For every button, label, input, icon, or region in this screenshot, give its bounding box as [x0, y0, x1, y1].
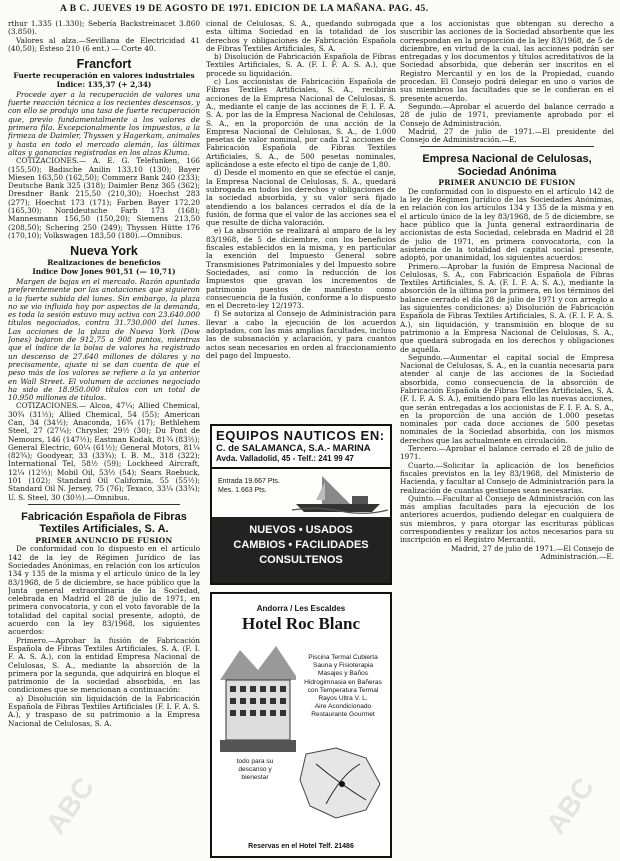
paragraph: Primero.—Aprobar la fusión de Empresa Nacional de Celulosas, S. A., con Fabricación Española de Fibras Textiles Artificiales, S. A. (F. I. F. A. S. A.), mediante la absorción de la última por la primera, en los términos del balance cerrado el día 28 de julio de 1971 y con arreglo a las siguientes condiciones: a) Disolución de Fabricación Española de Fibras Textiles Artificiales, S. A. (F. I. F. A. S. A.), sin liquidación, y transmisión en bloque de su patrimonio a la Empresa Nacional de Celulosas, S. A., que quedará subrogada en los derechos y obligaciones de aquélla.	[400, 261, 614, 354]
column-3	[400, 20, 614, 860]
paragraph: Tercero.—Aprobar el balance cerrado el 28 de julio de 1971.	[400, 444, 614, 462]
paragraph: b) Disolución de Fabricación Española de Fibras Textiles Artificiales, S. A. (F. I. F. A. S. A.), que procede su liquidación.	[206, 52, 396, 78]
paragraph: Madrid, 27 de julio de 1971.—El presidente del Consejo de Administración.—E.	[400, 126, 614, 145]
advertisement-hotel	[210, 592, 392, 858]
section-subtitle: Fuerte recuperación en valores industriales	[13, 71, 195, 81]
advertisement-nautical	[210, 424, 392, 585]
feature-item: Aire Acondicionado	[314, 703, 372, 711]
watermark: ABC	[39, 771, 101, 840]
section-title-new-york: Nueva York	[70, 244, 138, 259]
ad-reservation-info: Reservas en el Hotel Telf. 21486	[248, 843, 354, 850]
ad-address: Avda. Valladolid, 45 - Telf.: 241 99 47	[216, 454, 354, 463]
ad-banner-line: CAMBIOS • FACILIDADES	[233, 539, 369, 551]
ad-hotel-name: Hotel Roc Blanc	[241, 614, 361, 633]
hotel-building-illustration	[220, 640, 296, 752]
paragraph: De conformidad con lo dispuesto en el artículo 142 de la ley de Régimen Jurídico de las Sociedades Anónimas, en relación con los artículos 134 y 135 de la misma y el artículo único de la ley 83/1968, de 5 de diciembre, se hace público que la Junta general extraordinaria de la Sociedad, celebrada en Madrid el 28 de julio de 1971, en primera convocatoria, y con el voto favorable de la totalidad del capital social presente, adoptó, de acuerdo con la ley 83/1968, los siguientes acuerdos:	[8, 544, 200, 637]
paragraph: Procede ayer a la recuperación de valores una fuerte reacción técnica a los recientes descensos, y con ello se produjo una tasa de fuerte recuperación que, previo fundamentalmente a los valores de primera fila. Excepcionalmente los impuestos, a la firmeza de Daimler, Thyssen y Hagerkam, animales y hasta en todo el mercado alemán, las últimas altas y ganancias registradas en los alzas Kluma.	[8, 89, 200, 157]
page-header: A B C. JUEVES 19 DE AGOSTO DE 1971. EDICION DE LA MAÑANA. PAG. 45.	[60, 4, 429, 14]
column-1	[8, 20, 200, 860]
divider	[420, 146, 594, 147]
paragraph: Margen de bajas en el mercado. Razón apuntada preferentemente por las anotaciones que siguieron a la fuerte subida del lunes. Sin embargo, la plaza no se vio influida hoy por aspectos de la demanda, es toda la sesión estuvo muy activa con 23.640.000 títulos negociados, contra 31.730.000 del lunes. Las acciones de la plaza de Nueva York (Dow Jones) bajaron de 912,75 a 908 puntos, mientras que el índice de la bolsa de valores ha registrado un descenso de 27.640 millones de dólares y no precisamente, ajuste ni se dan cuenta de que el peso más de los valores se refiere a la ya anterior en Wall Street. El volumen de acciones negociado ha sido de 18.950.000 títulos con un total de 10.950 millones de títulos.	[8, 276, 200, 403]
slogan-line: bienestar	[241, 774, 269, 782]
signature-line: Madrid, 27 de julio de 1971.—El Consejo de Administración.—E.	[450, 543, 614, 561]
paragraph: d) Desde el momento en que se efectúe el canje, la Empresa Nacional de Celulosas, S. A., quedará subrogada en todos los derechos y obligaciones de la sociedad absorbida, y su valor será fijado atendiendo a los balances cerrados el día de la fusión, de forma que el valor de las acciones sea el que resulte de dicha valoración.	[206, 168, 396, 228]
notice-subtitle: PRIMER ANUNCIO DE FUSION	[35, 535, 173, 545]
notice-title-enc: Empresa Nacional de Celulosas, Sociedad Anónima	[422, 153, 592, 178]
ad-price-month: Mes. 1.663 Pts.	[218, 486, 267, 494]
paragraph: a) Disolución sin liquidación de la Fabricación Española de Fibras Textiles Artificiales (F. I. F. A. S. A.), y traspaso de su patrimonio a la Empresa Nacional de Celulosas, S. A.	[8, 693, 200, 728]
ad-features	[298, 654, 388, 720]
paragraph: COTIZACIONES.— Alcoa, 47¼; Allied Chemical, 30¾ (31½); Allied Chemical, 54 (55); American Can, 34 (34½); Anaconda, 16¾ (17); Bethlehem Steel, 27 (27¼); Chrysler, 29½ (30); Du Pont de Nemours, 146 (147½); Eastman Kodak, 81¾ (83½); General Electric, 60¼ (61½); General Motors, 81¼ (82¾); Goodyear, 33 (33¾); I. B. M., 318 (322); International Tel, 58½ (59); Lockheed Aircraft, 12¼ (12½); Mobil Oil, 53½ (54); Sears Roebuck, 101 (102); Standard Oil California, 55 (55½); Standard Oil N. Jersey, 75 (76); Texaco, 33¼ (33¾); U. S. Steel, 30 (30½).—Omnibus.	[8, 401, 200, 502]
feature-item: Hidrogimnasia en Bañeras	[304, 678, 382, 686]
slogan-line: descanso y	[238, 766, 272, 774]
paragraph: e) La absorción se realizará al amparo de la ley 83/1968, de 5 de diciembre, con los beneficios fiscales establecidos en la misma, y en particular la exención del Impuesto General sobre Transmisiones Patrimoniales y del Impuesto sobre Sociedades, así como la reducción de los Impuestos que gravan los incrementos de patrimonio puestos de manifiesto como consecuencia de la fusión, conforme a lo dispuesto en el Decreto-ley 12/1973.	[206, 226, 396, 311]
ad-banner-line: CONSULTENOS	[259, 554, 343, 566]
feature-item: Sauna y Fisioterapia	[312, 662, 374, 670]
boat-illustration	[292, 470, 388, 514]
paragraph: De conformidad con lo dispuesto en el artículo 142 de la ley de Régimen Jurídico de las Sociedades Anónimas, en relación con los artículos 134 y 135 de la misma y en el artículo único de la ley 83/1968, de 5 de diciembre, se hace público que la Junta general extraordinaria de accionistas de esta Sociedad, celebrada en Madrid el 28 de julio de 1971, en primera convocatoria, con la asistencia de la totalidad del capital social presente, adoptó, por unanimidad, los siguientes acuerdos:	[400, 186, 614, 263]
market-index: Indice: 135,37 (+ 2,34)	[56, 79, 152, 89]
watermark: ABC	[539, 771, 601, 840]
paragraph: f) Se autoriza al Consejo de Administración para llevar a cabo la ejecución de los acuerdos adoptados, con las más amplias facultades, incluso las de subsanación y aclaración, y para cuantos actos sean necesarios en orden al fraccionamiento del pago del Impuesto.	[206, 309, 396, 360]
section-title-frankfurt: Francfort	[76, 57, 132, 72]
paragraph: cional de Celulosas, S. A., quedando subrogada esta última Sociedad en la totalidad de los derechos y obligaciones de Fabricación Española de Fibras Textiles Artificiales, S. A.	[206, 20, 396, 53]
notice-title-fifasa: Fabricación Española de Fibras Textiles Artificiales, S. A.	[21, 510, 187, 536]
paragraph: Cuarto.—Solicitar la aplicación de los beneficios fiscales previstos en la ley 83/1968, del Ministerio de Hacienda, y facultar al Consejo de Administración para la realización de cuantas gestiones sean necesarias.	[400, 460, 614, 495]
ad-company: C. de SALAMANCA, S.A.- MARINA	[216, 443, 371, 454]
ad-location: Andorra / Les Escaldes	[256, 604, 346, 613]
ad-slogan	[220, 758, 290, 783]
feature-item: Restaurante Gourmet	[311, 711, 375, 719]
market-index: Indice Dow Jones 901,51 (— 10,71)	[32, 266, 176, 276]
feature-item: Rayos Ultra V. L.	[318, 695, 368, 703]
notice-subtitle: PRIMER ANUNCIO DE FUSION	[438, 178, 576, 188]
paragraph: COTIZACIONES.— A. E. G. Telefunken, 166 (155,50); Badische Anilin 133,10 (130); Bayer Miesen 163,50 (162,50); Commerz Bank 240 (233); Deutsche Bank 325 (318); Daimler Benz 365 (362); Dresdner Bank 215,50 (210,30); Hoechst 283 (277); Hoechst 173 (171); Farben Bayer 172,20 (165,30); Norddeutsche Farb 173 (168); Mannesmann 156,50 (150,20); Siemens 213,50 (208,50); Schering 250 (249); Thyssen Hütte 176 (170,10); Volkswagen 183,50 (180).—Omnibus.	[8, 156, 200, 240]
feature-item: con Temperatura Termal	[307, 686, 379, 694]
column-2	[206, 20, 396, 440]
paragraph: Valores al alza.—Sevillana de Electricidad 41 (40,50); Esteso 210 (6 ent.) — Corte 40.	[8, 35, 200, 53]
paragraph: Segundo.—Aprobar el acuerdo del balance cerrado a 28 de julio de 1971, previamente aprobado por el Consejo de Administración.	[400, 101, 614, 128]
ad-price-down: Entrada 19.667 Pts.	[218, 478, 280, 485]
ad-headline: EQUIPOS NAUTICOS EN:	[216, 428, 385, 443]
slogan-line: todo para su	[236, 758, 274, 765]
paragraph: que a los accionistas que obtengan su derecho a suscribir las acciones de la Sociedad absorbente que les correspondan en la proporción de la ley 83/1968, de 5 de diciembre, en virtud de la cual, las acciones podrán ser entregadas y los documentos y títulos acreditativos de la Sociedad absorbida, que deberán ser inscritos en el Registro Mercantil y en los de la Propiedad, cuando procedan. El Consejo podrá delegar en uno o varios de sus miembros las facultades que se le confieran en el presente acuerdo.	[400, 20, 614, 103]
paragraph: Quinto.—Facultar al Consejo de Administración con las más amplias facultades para la ejecución de los anteriores acuerdos, pudiendo delegar en cualquiera de sus miembros, y para otorgar las escrituras públicas correspondientes y realizar los actos necesarios para su inscripción en el Registro Mercantil.	[400, 493, 614, 545]
ad-banner	[212, 517, 390, 583]
map-illustration	[296, 744, 386, 822]
paragraph: Segundo.—Aumentar el capital social de Empresa Nacional de Celulosas, S. A., en la cuantía necesaria para atender al canje de las acciones de la Sociedad absorbida, como consecuencia de la absorción de Fabricación Española de Fibras Textiles Artificiales, S. A. (F. I. F. A. S. A.), emitiendo para ello las nuevas acciones, que serán entregadas a los accionistas de F. I. F. A. S. A., en la proporción de una acción de 1.000 pesetas nominales por cada doce acciones de 500 pesetas nominales de la Sociedad absorbida, con los mismos derechos que las actualmente en circulación.	[400, 352, 614, 445]
paragraph: c) Los accionistas de Fabricación Española de Fibras Textiles Artificiales, S. A., recibirán acciones de la Empresa Nacional de Celulosas, S. A., mediante el canje de las acciones de F. I. F. A. S. A. por las de la Empresa Nacional de Celulosas, S. A., en la proporción de una acción de la Empresa Nacional de Celulosas, S. A., de 1.000 pesetas de valor nominal, por cada 12 acciones de Fabricación Española de Fibras Textiles Artificiales, S. A., de 500 pesetas nominales, aplicándose a este efecto el tipo de canje de 1,80.	[206, 77, 396, 170]
divider	[28, 504, 180, 505]
paragraph: Primero.—Aprobar la fusión de Fabricación Española de Fibras Textiles Artificiales, S. A. (F. I. F. A. S. A.), con la entidad Empresa Nacional de Celulosas, S. A., mediante la absorción de la primera por la segunda, que adquirirá en bloque el patrimonio de la sociedad absorbida, en las condiciones que se mencionan a continuación:	[8, 635, 200, 695]
section-subtitle: Realizaciones de beneficios	[47, 258, 161, 268]
feature-item: Masajes y Baños	[317, 670, 369, 678]
feature-item: Piscina Termal Cubierta	[308, 654, 378, 661]
paragraph: rthur 1.335 (1.330); Sebería Backstreinacet 3.860 (3.850).	[8, 20, 200, 37]
ad-banner-line: NUEVOS • USADOS	[249, 524, 353, 536]
